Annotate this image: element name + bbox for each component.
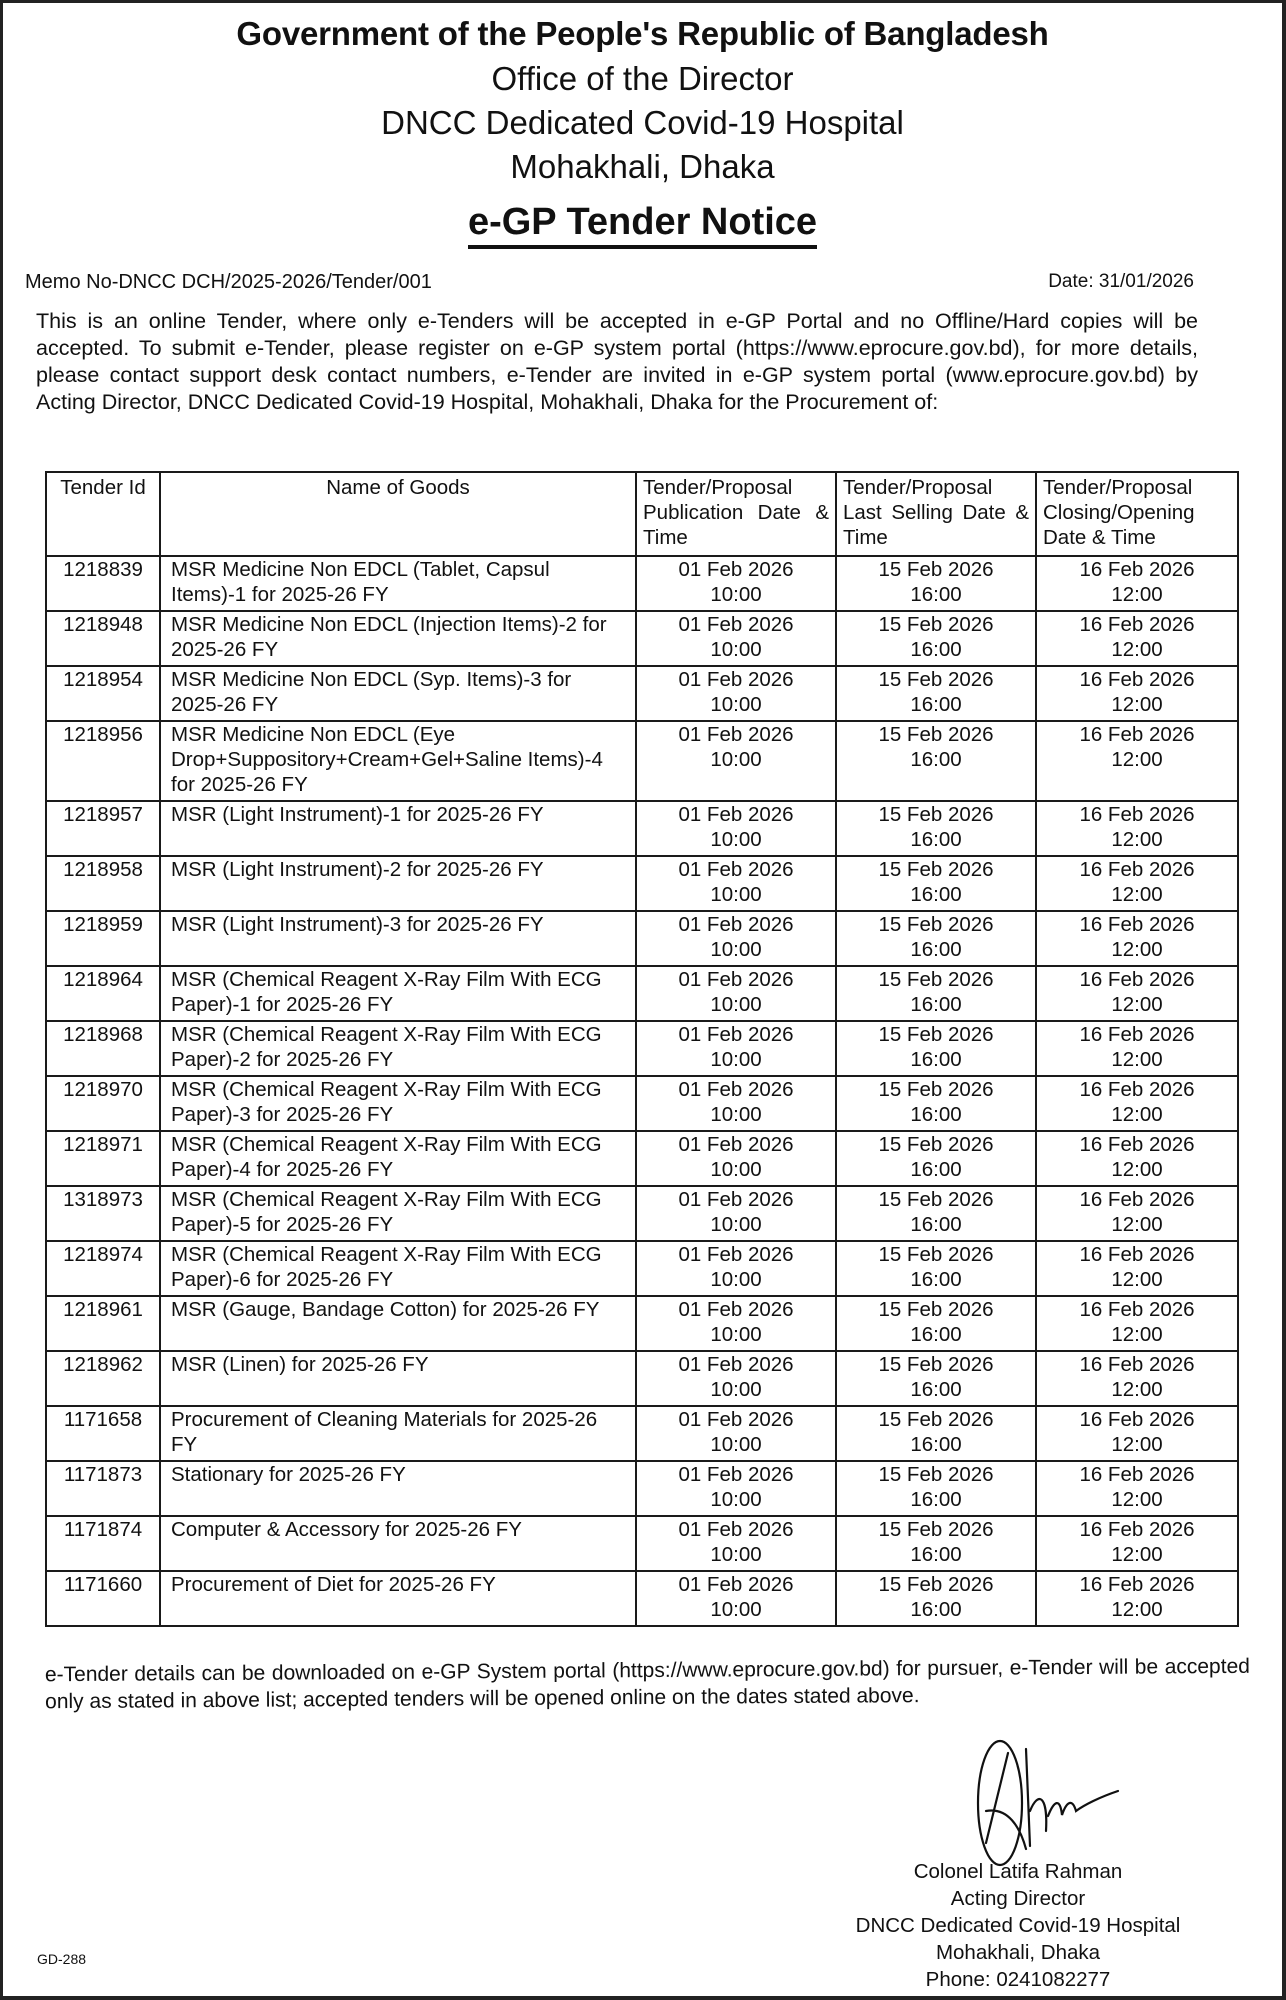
table-row	[46, 1516, 1238, 1571]
closing-opening-datetime-cell: 16 Feb 2026 12:00	[1036, 611, 1238, 666]
last-selling-datetime-cell: 15 Feb 2026 16:00	[836, 856, 1036, 911]
tender-id-cell: 1171873	[46, 1461, 160, 1516]
signatory-phone: Phone: 0241082277	[925, 1968, 1111, 1991]
goods-name-cell: MSR (Chemical Reagent X-Ray Film With ECG Paper)-5 for 2025-26 FY	[160, 1186, 636, 1241]
tender-id-cell: 1171874	[46, 1516, 160, 1571]
col-header-name-of-goods: Name of Goods	[160, 472, 636, 556]
tender-id-cell: 1171658	[46, 1406, 160, 1461]
col-header-last-selling: Tender/Proposal Last Selling Date & Time	[836, 472, 1036, 556]
last-selling-datetime-cell: 15 Feb 2026 16:00	[836, 1406, 1036, 1461]
table-row	[46, 1076, 1238, 1131]
goods-name-cell: MSR (Linen) for 2025-26 FY	[160, 1351, 636, 1406]
signatory-title: Acting Director	[950, 1887, 1086, 1910]
signature-icon	[968, 1731, 1158, 1871]
tender-id-cell: 1218961	[46, 1296, 160, 1351]
tender-id-cell: 1218962	[46, 1351, 160, 1406]
goods-name-cell: MSR (Chemical Reagent X-Ray Film With ECG Paper)-4 for 2025-26 FY	[160, 1131, 636, 1186]
closing-opening-datetime-cell: 16 Feb 2026 12:00	[1036, 1351, 1238, 1406]
last-selling-datetime-cell: 15 Feb 2026 16:00	[836, 801, 1036, 856]
closing-opening-datetime-cell: 16 Feb 2026 12:00	[1036, 1186, 1238, 1241]
tender-id-cell: 1218959	[46, 911, 160, 966]
table-row	[46, 611, 1238, 666]
closing-opening-datetime-cell: 16 Feb 2026 12:00	[1036, 1461, 1238, 1516]
last-selling-datetime-cell: 15 Feb 2026 16:00	[836, 1131, 1036, 1186]
last-selling-datetime-cell: 15 Feb 2026 16:00	[836, 556, 1036, 611]
tender-table	[45, 471, 1239, 1627]
publication-datetime-cell: 01 Feb 2026 10:00	[636, 1021, 836, 1076]
goods-name-cell: MSR Medicine Non EDCL (Tablet, Capsul Items)-1 for 2025-26 FY	[160, 556, 636, 611]
closing-opening-datetime-cell: 16 Feb 2026 12:00	[1036, 856, 1238, 911]
signatory-name: Colonel Latifa Rahman	[913, 1860, 1123, 1883]
last-selling-datetime-cell: 15 Feb 2026 16:00	[836, 966, 1036, 1021]
tender-id-cell: 1218839	[46, 556, 160, 611]
goods-name-cell: MSR (Chemical Reagent X-Ray Film With ECG Paper)-3 for 2025-26 FY	[160, 1076, 636, 1131]
table-row	[46, 1021, 1238, 1076]
goods-name-cell: Stationary for 2025-26 FY	[160, 1461, 636, 1516]
table-header-row	[46, 472, 1238, 556]
notice-title: e-GP Tender Notice	[3, 201, 1282, 249]
tender-id-cell: 1218964	[46, 966, 160, 1021]
tender-id-cell: 1218958	[46, 856, 160, 911]
goods-name-cell: Procurement of Diet for 2025-26 FY	[160, 1571, 636, 1626]
closing-opening-datetime-cell: 16 Feb 2026 12:00	[1036, 1021, 1238, 1076]
tender-id-cell: 1218948	[46, 611, 160, 666]
table-row	[46, 966, 1238, 1021]
last-selling-datetime-cell: 15 Feb 2026 16:00	[836, 1461, 1036, 1516]
publication-datetime-cell: 01 Feb 2026 10:00	[636, 721, 836, 801]
publication-datetime-cell: 01 Feb 2026 10:00	[636, 801, 836, 856]
goods-name-cell: MSR (Light Instrument)-3 for 2025-26 FY	[160, 911, 636, 966]
table-row	[46, 1406, 1238, 1461]
table-row	[46, 556, 1238, 611]
table-row	[46, 1351, 1238, 1406]
goods-name-cell: MSR (Light Instrument)-1 for 2025-26 FY	[160, 801, 636, 856]
signatory-location: Mohakhali, Dhaka	[935, 1941, 1101, 1964]
goods-name-cell: MSR Medicine Non EDCL (Eye Drop+Suppository+Cream+Gel+Saline Items)-4 for 2025-26 FY	[160, 721, 636, 801]
goods-name-cell: MSR (Chemical Reagent X-Ray Film With ECG Paper)-6 for 2025-26 FY	[160, 1241, 636, 1296]
publication-datetime-cell: 01 Feb 2026 10:00	[636, 856, 836, 911]
closing-opening-datetime-cell: 16 Feb 2026 12:00	[1036, 1076, 1238, 1131]
table-row	[46, 911, 1238, 966]
table-row	[46, 721, 1238, 801]
location-heading: Mohakhali, Dhaka	[510, 148, 775, 185]
last-selling-datetime-cell: 15 Feb 2026 16:00	[836, 911, 1036, 966]
publication-datetime-cell: 01 Feb 2026 10:00	[636, 1296, 836, 1351]
col-header-publication: Tender/Proposal Publication Date & Time	[636, 472, 836, 556]
last-selling-datetime-cell: 15 Feb 2026 16:00	[836, 721, 1036, 801]
table-row	[46, 856, 1238, 911]
goods-name-cell: MSR (Gauge, Bandage Cotton) for 2025-26 FY	[160, 1296, 636, 1351]
closing-opening-datetime-cell: 16 Feb 2026 12:00	[1036, 1516, 1238, 1571]
memo-number: Memo No-DNCC DCH/2025-2026/Tender/001	[25, 271, 432, 293]
tender-table-body	[46, 556, 1238, 1626]
footer-note: e-Tender details can be downloaded on e-GP System portal (https://www.eprocure.gov.bd) for pursuer, e-Tender will be accepted only as stated in above list; accepted tenders will be opened online on the dates stated above.	[44, 1654, 1250, 1714]
table-row	[46, 1131, 1238, 1186]
publication-datetime-cell: 01 Feb 2026 10:00	[636, 1241, 836, 1296]
table-row	[46, 1571, 1238, 1626]
last-selling-datetime-cell: 15 Feb 2026 16:00	[836, 1296, 1036, 1351]
closing-opening-datetime-cell: 16 Feb 2026 12:00	[1036, 801, 1238, 856]
hospital-heading: DNCC Dedicated Covid-19 Hospital	[381, 104, 904, 141]
tender-id-cell: 1218968	[46, 1021, 160, 1076]
publication-datetime-cell: 01 Feb 2026 10:00	[636, 1351, 836, 1406]
form-code: GD-288	[37, 1951, 87, 1967]
goods-name-cell: Computer & Accessory for 2025-26 FY	[160, 1516, 636, 1571]
publication-datetime-cell: 01 Feb 2026 10:00	[636, 611, 836, 666]
last-selling-datetime-cell: 15 Feb 2026 16:00	[836, 1516, 1036, 1571]
goods-name-cell: MSR (Chemical Reagent X-Ray Film With ECG Paper)-1 for 2025-26 FY	[160, 966, 636, 1021]
closing-opening-datetime-cell: 16 Feb 2026 12:00	[1036, 556, 1238, 611]
intro-paragraph: This is an online Tender, where only e-Tenders will be accepted in e-GP Portal and no Offline/Hard copies will be accepted. To submit e-Tender, please register on e-GP system portal (https://www.eprocure.gov.bd), for more details, please contact support desk contact numbers, e-Tender are invited in e-GP system portal (www.eprocure.gov.bd) by Acting Director, DNCC Dedicated Covid-19 Hospital, Mohakhali, Dhaka for the Procurement of:	[36, 309, 1198, 414]
table-row	[46, 1296, 1238, 1351]
closing-opening-datetime-cell: 16 Feb 2026 12:00	[1036, 1571, 1238, 1626]
table-row	[46, 1461, 1238, 1516]
table-row	[46, 801, 1238, 856]
closing-opening-datetime-cell: 16 Feb 2026 12:00	[1036, 666, 1238, 721]
publication-datetime-cell: 01 Feb 2026 10:00	[636, 1406, 836, 1461]
goods-name-cell: MSR Medicine Non EDCL (Injection Items)-2 for 2025-26 FY	[160, 611, 636, 666]
tender-id-cell: 1218971	[46, 1131, 160, 1186]
goods-name-cell: MSR Medicine Non EDCL (Syp. Items)-3 for 2025-26 FY	[160, 666, 636, 721]
goods-name-cell: MSR (Chemical Reagent X-Ray Film With ECG Paper)-2 for 2025-26 FY	[160, 1021, 636, 1076]
last-selling-datetime-cell: 15 Feb 2026 16:00	[836, 1186, 1036, 1241]
last-selling-datetime-cell: 15 Feb 2026 16:00	[836, 1571, 1036, 1626]
publication-datetime-cell: 01 Feb 2026 10:00	[636, 1461, 836, 1516]
publication-datetime-cell: 01 Feb 2026 10:00	[636, 966, 836, 1021]
closing-opening-datetime-cell: 16 Feb 2026 12:00	[1036, 721, 1238, 801]
table-row	[46, 1186, 1238, 1241]
memo-date: Date: 31/01/2026	[1048, 271, 1194, 292]
closing-opening-datetime-cell: 16 Feb 2026 12:00	[1036, 966, 1238, 1021]
col-header-tender-id: Tender Id	[46, 472, 160, 556]
tender-id-cell: 1218956	[46, 721, 160, 801]
tender-id-cell: 1318973	[46, 1186, 160, 1241]
tender-id-cell: 1218954	[46, 666, 160, 721]
closing-opening-datetime-cell: 16 Feb 2026 12:00	[1036, 1406, 1238, 1461]
office-heading: Office of the Director	[491, 60, 794, 97]
last-selling-datetime-cell: 15 Feb 2026 16:00	[836, 666, 1036, 721]
col-header-closing-opening: Tender/Proposal Closing/Opening Date & Time	[1036, 472, 1238, 556]
goods-name-cell: Procurement of Cleaning Materials for 2025-26 FY	[160, 1406, 636, 1461]
goods-name-cell: MSR (Light Instrument)-2 for 2025-26 FY	[160, 856, 636, 911]
publication-datetime-cell: 01 Feb 2026 10:00	[636, 911, 836, 966]
tender-id-cell: 1218970	[46, 1076, 160, 1131]
tender-id-cell: 1218957	[46, 801, 160, 856]
signatory-block	[793, 1858, 1243, 1993]
last-selling-datetime-cell: 15 Feb 2026 16:00	[836, 1241, 1036, 1296]
last-selling-datetime-cell: 15 Feb 2026 16:00	[836, 611, 1036, 666]
publication-datetime-cell: 01 Feb 2026 10:00	[636, 666, 836, 721]
table-row	[46, 1241, 1238, 1296]
signatory-organization: DNCC Dedicated Covid-19 Hospital	[855, 1914, 1181, 1937]
publication-datetime-cell: 01 Feb 2026 10:00	[636, 1186, 836, 1241]
closing-opening-datetime-cell: 16 Feb 2026 12:00	[1036, 1296, 1238, 1351]
tender-id-cell: 1171660	[46, 1571, 160, 1626]
government-heading: Government of the People's Republic of Bangladesh	[236, 15, 1049, 52]
publication-datetime-cell: 01 Feb 2026 10:00	[636, 1131, 836, 1186]
last-selling-datetime-cell: 15 Feb 2026 16:00	[836, 1351, 1036, 1406]
closing-opening-datetime-cell: 16 Feb 2026 12:00	[1036, 1131, 1238, 1186]
last-selling-datetime-cell: 15 Feb 2026 16:00	[836, 1021, 1036, 1076]
closing-opening-datetime-cell: 16 Feb 2026 12:00	[1036, 911, 1238, 966]
publication-datetime-cell: 01 Feb 2026 10:00	[636, 1571, 836, 1626]
closing-opening-datetime-cell: 16 Feb 2026 12:00	[1036, 1241, 1238, 1296]
publication-datetime-cell: 01 Feb 2026 10:00	[636, 1516, 836, 1571]
last-selling-datetime-cell: 15 Feb 2026 16:00	[836, 1076, 1036, 1131]
publication-datetime-cell: 01 Feb 2026 10:00	[636, 1076, 836, 1131]
table-row	[46, 666, 1238, 721]
tender-id-cell: 1218974	[46, 1241, 160, 1296]
publication-datetime-cell: 01 Feb 2026 10:00	[636, 556, 836, 611]
